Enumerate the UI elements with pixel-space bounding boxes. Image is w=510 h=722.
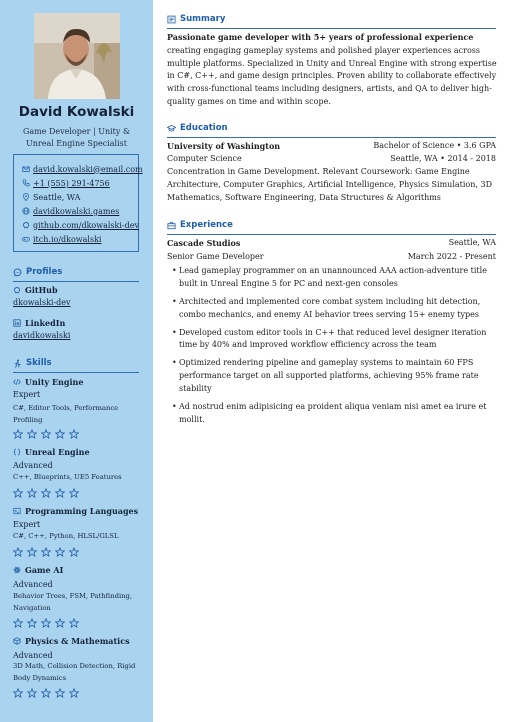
contact-box: [13, 154, 143, 252]
sidebar: [0, 0, 153, 722]
summary-heading-text: Summary: [180, 14, 226, 24]
skill-name-game-ai: [13, 565, 63, 575]
star-icon: [55, 688, 65, 698]
summary-heading: [167, 14, 225, 24]
github-icon: [22, 221, 30, 229]
profile-linkedin-link[interactable]: davidkowalski: [13, 331, 71, 340]
experience-highlight: • Optimized rendering pipeline and gameplay systems to maintain 60 FPS performance target on all supported platforms, achieving 95% frame rate stability: [167, 357, 499, 395]
experience-company: Cascade Studios: [167, 238, 241, 248]
profile-name: David Kowalski: [18, 104, 135, 120]
profiles-rule: [13, 281, 139, 282]
gamepad-icon: [22, 235, 30, 243]
star-icon: [41, 618, 51, 628]
terminal-icon: [13, 507, 21, 515]
profile-linkedin-network: [13, 318, 65, 328]
star-icon: [41, 547, 51, 557]
github-icon: [13, 286, 21, 294]
skill-rating-unreal: [13, 488, 79, 498]
star-icon: [13, 618, 23, 628]
experience-date: March 2022 - Present: [407, 252, 496, 261]
contact-phone-text: +1 (555) 291-4756: [33, 178, 110, 188]
experience-highlight: • Ad nostrud enim adipisicing ea proident aliqua veniam nisi amet ea irure et mollit.: [167, 401, 499, 427]
contact-email[interactable]: [22, 163, 143, 175]
skill-name-unreal: [13, 447, 90, 457]
experience-position: Senior Game Developer: [167, 252, 264, 261]
contact-github-text: github.com/dkowalski-dev: [33, 220, 139, 230]
skill-name-unity-text: Unity Engine: [25, 377, 84, 387]
skill-name-programming-text: Programming Languages: [25, 506, 139, 516]
star-icon: [69, 488, 79, 498]
braces-icon: [13, 448, 21, 456]
star-icon: [27, 488, 37, 498]
profile-linkedin-network-text: LinkedIn: [25, 318, 66, 328]
education-row-2: [167, 154, 496, 163]
star-icon: [27, 618, 37, 628]
contact-phone[interactable]: [22, 177, 110, 189]
contact-website-text: davidkowalski.games: [33, 206, 120, 216]
skills-heading-text: Skills: [26, 358, 52, 368]
education-heading-text: Education: [180, 123, 228, 133]
skills-rule: [13, 372, 139, 373]
star-icon: [69, 547, 79, 557]
profile-github-network: [13, 285, 58, 295]
skill-level-unity: Expert: [13, 390, 41, 399]
star-icon: [55, 429, 65, 439]
skill-rating-physics: [13, 688, 79, 698]
map-pin-icon: [22, 193, 30, 201]
skill-level-unreal: Advanced: [13, 461, 53, 470]
star-icon: [13, 488, 23, 498]
skill-name-physics: [13, 636, 130, 646]
experience-heading: [167, 220, 233, 230]
star-icon: [69, 688, 79, 698]
skills-figure-icon: [13, 359, 22, 368]
education-location-date: Seattle, WA • 2014 - 2018: [390, 154, 496, 163]
star-icon: [55, 488, 65, 498]
document-icon: [167, 15, 176, 24]
star-icon: [27, 688, 37, 698]
experience-row-1: [167, 238, 496, 248]
contact-itch[interactable]: [22, 233, 102, 245]
skill-name-unreal-text: Unreal Engine: [25, 447, 90, 457]
profiles-heading: [13, 267, 62, 277]
profile-github-link[interactable]: dkowalski-dev: [13, 298, 71, 307]
education-row-1: [167, 141, 496, 151]
skill-keywords-physics: 3D Math, Collision Detection, Rigid Body Dynamics: [13, 662, 136, 682]
star-icon: [41, 688, 51, 698]
cube-icon: [13, 637, 21, 645]
contact-location-text: Seattle, WA: [33, 192, 81, 202]
contact-itch-text: itch.io/dkowalski: [33, 234, 102, 244]
envelope-icon: [22, 165, 30, 173]
star-icon: [69, 618, 79, 628]
education-institution: University of Washington: [167, 141, 281, 151]
star-icon: [13, 547, 23, 557]
education-summary: Concentration in Game Development. Relevant Coursework: Game Engine Architecture, Computer Graphics, Artificial Intelligence, Physics Simulation, 3D Mathematics, Software Engineering, Data Structures & Algorithms: [167, 167, 492, 202]
skills-heading: [13, 358, 52, 368]
skill-keywords-unreal: C++, Blueprints, UE5 Features: [13, 473, 122, 481]
star-icon: [69, 429, 79, 439]
education-rule: [167, 137, 496, 138]
star-icon: [55, 618, 65, 628]
skill-rating-game-ai: [13, 618, 79, 628]
skill-level-programming: Expert: [13, 520, 41, 529]
experience-row-2: [167, 252, 496, 261]
code-icon: [13, 378, 21, 386]
education-heading: [167, 123, 228, 133]
skill-name-programming: [13, 506, 138, 516]
skill-level-game-ai: Advanced: [13, 580, 53, 589]
profile-github-network-text: GitHub: [25, 285, 58, 295]
skill-name-unity: [13, 377, 83, 387]
skill-level-physics: Advanced: [13, 651, 53, 660]
skill-name-physics-text: Physics & Mathematics: [25, 636, 130, 646]
experience-rule: [167, 234, 496, 235]
summary-paragraph: [167, 31, 499, 109]
summary-rule: [167, 28, 496, 29]
skill-rating-unity: [13, 429, 79, 439]
education-degree: Bachelor of Science • 3.6 GPA: [373, 141, 496, 150]
experience-highlight: • Developed custom editor tools in C++ that reduced level designer iteration time by 40% and improved workflow efficiency across the team: [167, 327, 499, 353]
main-content: [153, 0, 510, 722]
graduation-cap-icon: [167, 124, 176, 133]
contact-email-text: david.kowalski@email.com: [33, 164, 143, 174]
experience-highlight: • Architected and implemented core combat system including hit detection, combo mechanics, and enemy AI behavior trees serving 15+ enemy types: [167, 296, 499, 322]
education-area: Computer Science: [167, 154, 242, 163]
skill-keywords-programming: C#, C++, Python, HLSL/GLSL: [13, 532, 119, 540]
skill-keywords-unity: C#, Editor Tools, Performance Profiling: [13, 404, 119, 424]
star-icon: [13, 688, 23, 698]
experience-highlights: [167, 265, 499, 432]
profile-photo: [34, 13, 120, 99]
contact-location: [22, 191, 80, 203]
summary-body: creating engaging gameplay systems and polished player experiences across multiple platforms. Specialized in Unity and Unreal Engine with strong expertise in C#, C++, and game design principles. Proven ability to collaborate effectively with cross-functional teams including designers, artists, and QA to deliver high-quality games on time and within scope.: [167, 45, 497, 106]
star-icon: [13, 429, 23, 439]
star-icon: [27, 429, 37, 439]
summary-lead: Passionate game developer with 5+ years of professional experience: [167, 32, 474, 42]
star-icon: [41, 488, 51, 498]
profiles-heading-text: Profiles: [26, 267, 63, 277]
skill-keywords-game-ai: Behavior Trees, FSM, Pathfinding, Navigation: [13, 592, 133, 612]
star-icon: [27, 547, 37, 557]
atom-icon: [13, 566, 21, 574]
experience-highlight: • Lead gameplay programmer on an unannounced AAA action-adventure title built in Unreal Engine 5 for PC and next-gen consoles: [167, 265, 499, 291]
experience-location: Seattle, WA: [448, 238, 496, 247]
briefcase-icon: [167, 221, 176, 230]
profile-headline: Game Developer | Unity & Unreal Engine Specialist: [22, 127, 131, 148]
contact-website[interactable]: [22, 205, 119, 217]
star-icon: [41, 429, 51, 439]
contact-github[interactable]: [22, 219, 139, 231]
linkedin-icon: [13, 319, 21, 327]
skill-rating-programming: [13, 547, 79, 557]
globe-icon: [22, 207, 30, 215]
chat-bubble-icon: [13, 268, 22, 277]
phone-icon: [22, 179, 30, 187]
skill-name-game-ai-text: Game AI: [25, 565, 64, 575]
star-icon: [55, 547, 65, 557]
experience-heading-text: Experience: [180, 220, 233, 230]
